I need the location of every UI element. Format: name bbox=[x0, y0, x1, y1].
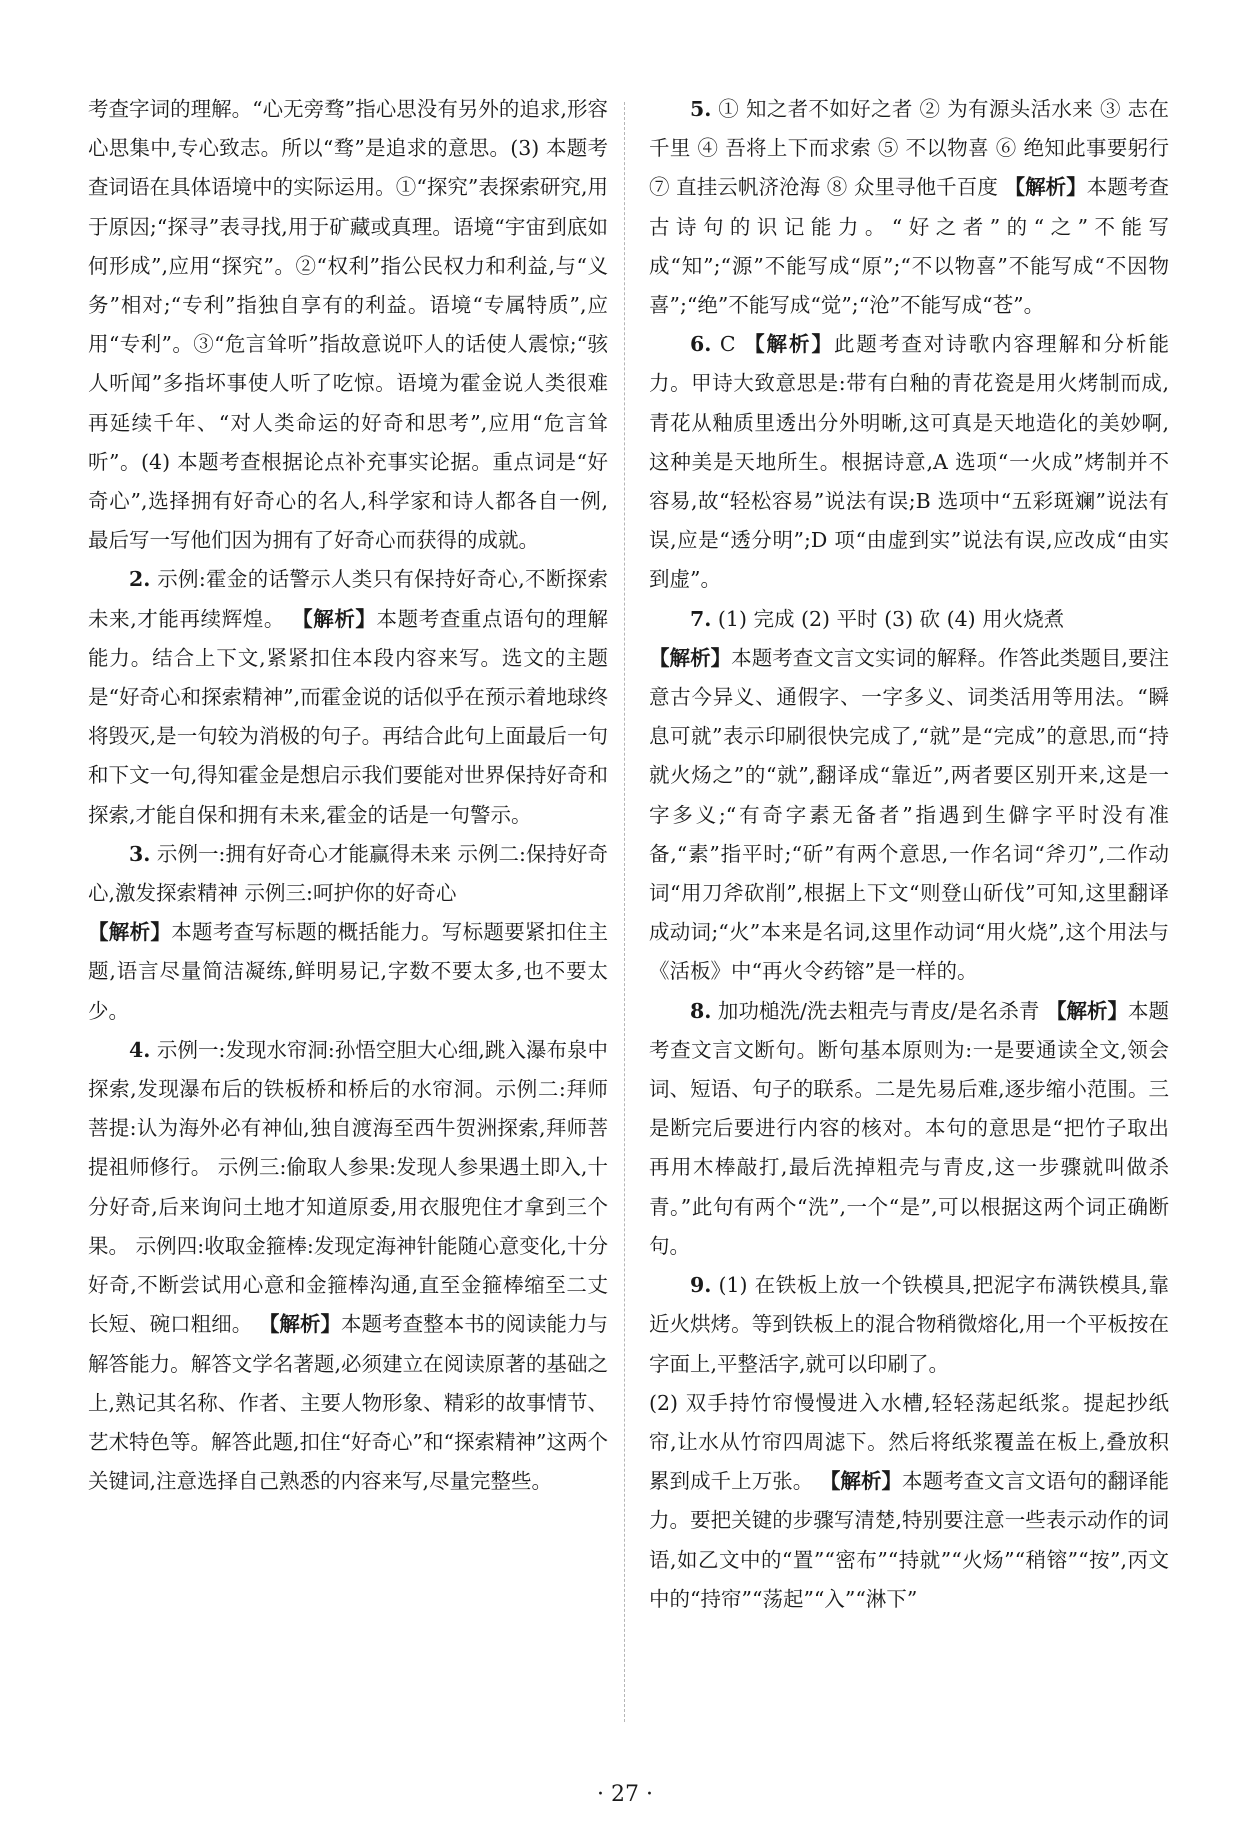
answer-text: 示例一:拥有好奇心才能赢得未来 示例二:保持好奇心,激发探索精神 示例三:呵护你的好奇心 bbox=[88, 841, 608, 906]
item-number: 3. bbox=[129, 841, 151, 866]
analysis-text: 本题考查整本书的阅读能力与解答能力。解答文学名著题,必须建立在阅读原著的基础之上,熟记其名称、作者、主要人物形象、精彩的故事情节、艺术特色等。解答此题,扣住“好奇心”和“探索精神”这两个关键词,注意选择自己熟悉的内容来写,尽量完整些。 bbox=[88, 1312, 608, 1494]
answer-item-3-analysis bbox=[88, 913, 608, 1031]
left-column bbox=[88, 90, 608, 1501]
answer-text: C bbox=[711, 332, 745, 357]
analysis-tag: 【解析】 bbox=[292, 606, 377, 631]
item-number: 5. bbox=[690, 97, 712, 121]
answer-item-5 bbox=[649, 90, 1169, 325]
analysis-tag: 【解析】 bbox=[88, 920, 172, 945]
item-number: 2. bbox=[129, 567, 151, 592]
answer-item-7-analysis bbox=[649, 639, 1169, 992]
answer-item-4 bbox=[88, 1031, 608, 1501]
answer-item-8 bbox=[649, 992, 1169, 1266]
answer-text: 示例一:发现水帘洞:孙悟空胆大心细,跳入瀑布泉中探索,发现瀑布后的铁板桥和桥后的水帘洞。示例二:拜师菩提:认为海外必有神仙,独自渡海至西牛贺洲探索,拜师菩提祖师修行。 示例三:偷取人参果:发现人参果遇土即入,十分好奇,后来询问土地才知道原委,用衣服兜住才拿到三个果。 示例四:收取金箍棒:发现定海神针能随心意变化,十分好奇,不断尝试用心意和金箍棒沟通,直至金箍棒缩至二丈长短、碗口粗细。 bbox=[88, 1037, 608, 1337]
item-number: 6. bbox=[690, 332, 712, 357]
answer-item-9-part2 bbox=[649, 1384, 1169, 1619]
answer-item-9 bbox=[649, 1266, 1169, 1384]
analysis-tag: 【解析】 bbox=[649, 645, 732, 670]
answer-item-3 bbox=[88, 835, 608, 913]
analysis-tag: 【解析】 bbox=[819, 1469, 903, 1494]
answer-item-2 bbox=[88, 560, 608, 834]
analysis-text: 本题考查文言文实词的解释。作答此类题目,要注意古今异义、通假字、一字多义、词类活用等用法。“瞬息可就”表示印刷很快完成了,“就”是“完成”的意思,而“持就火炀之”的“就”,翻译成“靠近”,两者要区别开来,这是一字多义;“有奇字素无备者”指遇到生僻字平时没有准备,“素”指平时;“斫”有两个意思,一作名词“斧刃”,二作动词“用刀斧砍削”,根据上下文“则登山斫伐”可知,这里翻译成动词;“火”本来是名词,这里作动词“用火烧”,这个用法与《活板》中“再火令药镕”是一样的。 bbox=[649, 645, 1170, 984]
item-number: 9. bbox=[690, 1273, 712, 1298]
answer-text: 示例:霍金的话警示人类只有保持好奇心,不断探索未来,才能再续辉煌。 bbox=[88, 567, 608, 631]
item-number: 7. bbox=[690, 606, 712, 631]
column-divider bbox=[624, 102, 625, 1722]
page-number: · 27 · bbox=[597, 1782, 653, 1807]
answer-text: ① 知之者不如好之者 ② 为有源头活水来 ③ 志在千里 ④ 吾将上下而求索 ⑤ 不以物喜 ⑥ 绝知此事要躬行 ⑦ 直挂云帆济沧海 ⑧ 众里寻他千百度 bbox=[649, 97, 1169, 200]
analysis-text: 本题考查文言文断句。断句基本原则为:一是要通读全文,领会词、短语、句子的联系。二是先易后难,逐步缩小范围。三是断完后要进行内容的核对。本句的意思是“把竹子取出再用木棒敲打,最后洗掉粗壳与青皮,这一步骤就叫做杀青。”此句有两个“洗”,一个“是”,可以根据这两个词正确断句。 bbox=[649, 998, 1169, 1258]
analysis-text: 本题考查古诗句的识记能力。“好之者”的“之”不能写成“知”;“源”不能写成“原”;“不以物喜”不能写成“不因物喜”;“绝”不能写成“觉”;“沧”不能写成“苍”。 bbox=[649, 175, 1170, 318]
answer-text: (2) 双手持竹帘慢慢进入水槽,轻轻荡起纸浆。提起抄纸帘,让水从竹帘四周滤下。然后将纸浆覆盖在板上,叠放积累到成千上万张。 bbox=[649, 1390, 1169, 1494]
analysis-tag: 【解析】 bbox=[258, 1312, 342, 1337]
analysis-text: 本题考查写标题的概括能力。写标题要紧扣住主题,语言尽量简洁凝练,鲜明易记,字数不要太多,也不要太少。 bbox=[88, 920, 608, 1023]
answer-text: (1) 完成 (2) 平时 (3) 砍 (4) 用火烧煮 bbox=[711, 606, 1065, 631]
analysis-text: 本题考查重点语句的理解能力。结合上下文,紧紧扣住本段内容来写。选文的主题是“好奇心和探索精神”,而霍金说的话似乎在预示着地球终将毁灭,是一句较为消极的句子。再结合此句上面最后一句和下文一句,得知霍金是想启示我们要能对世界保持好奇和探索,才能自保和拥有未来,霍金的话是一句警示。 bbox=[88, 606, 609, 827]
analysis-tag: 【解析】 bbox=[1004, 175, 1087, 200]
answer-item-6 bbox=[649, 325, 1169, 599]
analysis-text: 本题考查文言文语句的翻译能力。要把关键的步骤写清楚,特别要注意一些表示动作的词语,如乙文中的“置”“密布”“持就”“火炀”“稍镕”“按”,丙文中的“持帘”“荡起”“入”“淋下” bbox=[649, 1469, 1169, 1611]
analysis-tag: 【解析】 bbox=[744, 332, 834, 357]
right-column bbox=[649, 90, 1169, 1619]
q1-analysis-continued: 考查字词的理解。“心无旁骛”指心思没有另外的追求,形容心思集中,专心致志。所以“骛”是追求的意思。(3) 本题考查词语在具体语境中的实际运用。①“探究”表探索研究,用于原因;“探寻”表寻找,用于矿藏或真理。语境“宇宙到底如何形成”,应用“探究”。②“权利”指公民权力和利益,与“义务”相对;“专利”指独自享有的利益。语境“专属特质”,应用“专利”。③“危言耸听”指故意说吓人的话使人震惊;“骇人听闻”多指坏事使人听了吃惊。语境为霍金说人类很难再延续千年、“对人类命运的好奇和思考”,应用“危言耸听”。(4) 本题考查根据论点补充事实论据。重点词是“好奇心”,选择拥有好奇心的名人,科学家和诗人都各自一例,最后写一写他们因为拥有了好奇心而获得的成就。 bbox=[88, 97, 608, 553]
answer-item-7 bbox=[649, 600, 1169, 639]
analysis-text: 此题考查对诗歌内容理解和分析能力。甲诗大致意思是:带有白釉的青花瓷是用火烤制而成,青花从釉质里透出分外明晰,这可真是天地造化的美妙啊,这种美是天地所生。根据诗意,A 选项“一火成”烤制并不容易,故“轻松容易”说法有误;B 选项中“五彩斑斓”说法有误,应是“透分明”;D 项“由虚到实”说法有误,应改成“由实到虚”。 bbox=[649, 332, 1169, 592]
analysis-tag: 【解析】 bbox=[1045, 998, 1128, 1023]
answer-text: 加功槌洗/洗去粗壳与青皮/是名杀青 bbox=[711, 998, 1046, 1023]
item-number: 8. bbox=[690, 998, 712, 1023]
answer-text: (1) 在铁板上放一个铁模具,把泥字布满铁模具,靠近火烘烤。等到铁板上的混合物稍微熔化,用一个平板按在字面上,平整活字,就可以印刷了。 bbox=[649, 1273, 1169, 1376]
item-number: 4. bbox=[129, 1037, 151, 1062]
